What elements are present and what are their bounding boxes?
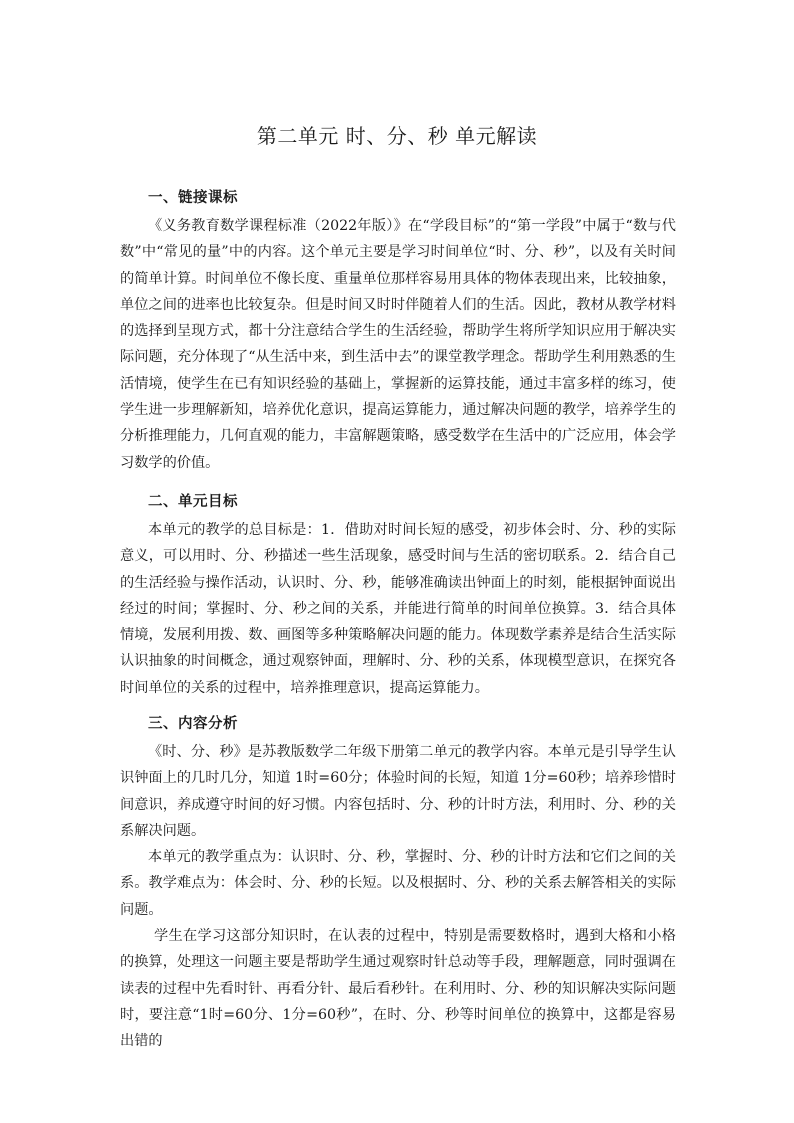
section-body-curriculum: [120, 213, 676, 476]
paragraph: 《时、分、秒》是苏教版数学二年级下册第二单元的教学内容。本单元是引导学生认识钟面上的几时几分，知道 1时=60分；体验时间的长短，知道 1分=60秒；培养珍惜时间意识，养成遵守时间的好习惯。内容包括时、分、秒的计时方法，利用时、分、秒的关系解决问题。: [120, 744, 676, 839]
paragraph: 本单元的教学重点为：认识时、分、秒，掌握时、分、秒的计时方法和它们之间的关系。教学难点为：体会时、分、秒的长短。以及根据时、分、秒的关系去解答相关的实际问题。: [120, 849, 676, 918]
section-heading-unit-goals: 二、单元目标: [148, 493, 238, 510]
section-heading-curriculum: 一、链接课标: [148, 189, 238, 206]
paragraph: 《义务教育数学课程标准（2022年版）》在“学段目标”的“第一学段”中属于“数与代数”中“常见的量”中的内容。这个单元主要是学习时间单位“时、分、秒”，以及有关时间的简单计算。时间单位不像长度、重量单位那样容易用具体的物体表现出来，比较抽象，单位之间的进率也比较复杂。但是时间又时时伴随着人们的生活。因此，教材从教学材料的选择到呈现方式，都十分注意结合学生的生活经验，帮助学生将所学知识应用于解决实际问题，充分体现了“从生活中来，到生活中去”的课堂教学理念。帮助学生利用熟悉的生活情境，使学生在已有知识经验的基础上，掌握新的运算技能，通过丰富多样的练习，使学生进一步理解新知，培养优化意识，提高运算能力，通过解决问题的教学，培养学生的分析推理能力，几何直观的能力，丰富解题策略，感受数学在生活中的广泛应用，体会学习数学的价值。: [120, 218, 676, 471]
section-body-content-analysis: [120, 739, 676, 1055]
section-heading-content-analysis: 三、内容分析: [148, 715, 238, 732]
paragraph: 学生在学习这部分知识时，在认表的过程中，特别是需要数格时，遇到大格和小格的换算，处理这一问题主要是帮助学生通过观察时针总动等手段，理解题意，同时强调在读表的过程中先看时针、再看分针、最后看秒针。在利用时、分、秒的知识解决实际问题时，要注意“1时=60分、1分=60秒”，在时、分、秒等时间单位的换算中，这都是容易出错的: [120, 928, 676, 1050]
paragraph: 本单元的教学的总目标是：1．借助对时间长短的感受，初步体会时、分、秒的实际意义，可以用时、分、秒描述一些生活现象，感受时间与生活的密切联系。2．结合自己的生活经验与操作活动，认识时、分、秒，能够准确读出钟面上的时刻，能根据钟面说出经过的时间；掌握时、分、秒之间的关系，并能进行简单的时间单位换算。3．结合具体情境，发展利用拨、数、画图等多种策略解决问题的能力。体现数学素养是结合生活实际认识抽象的时间概念，通过观察钟面，理解时、分、秒的关系，体现模型意识，在探究各时间单位的关系的过程中，培养推理意识，提高运算能力。: [120, 522, 676, 696]
section-body-unit-goals: [120, 517, 676, 701]
document-title: 第二单元 时、分、秒 单元解读: [256, 124, 538, 148]
